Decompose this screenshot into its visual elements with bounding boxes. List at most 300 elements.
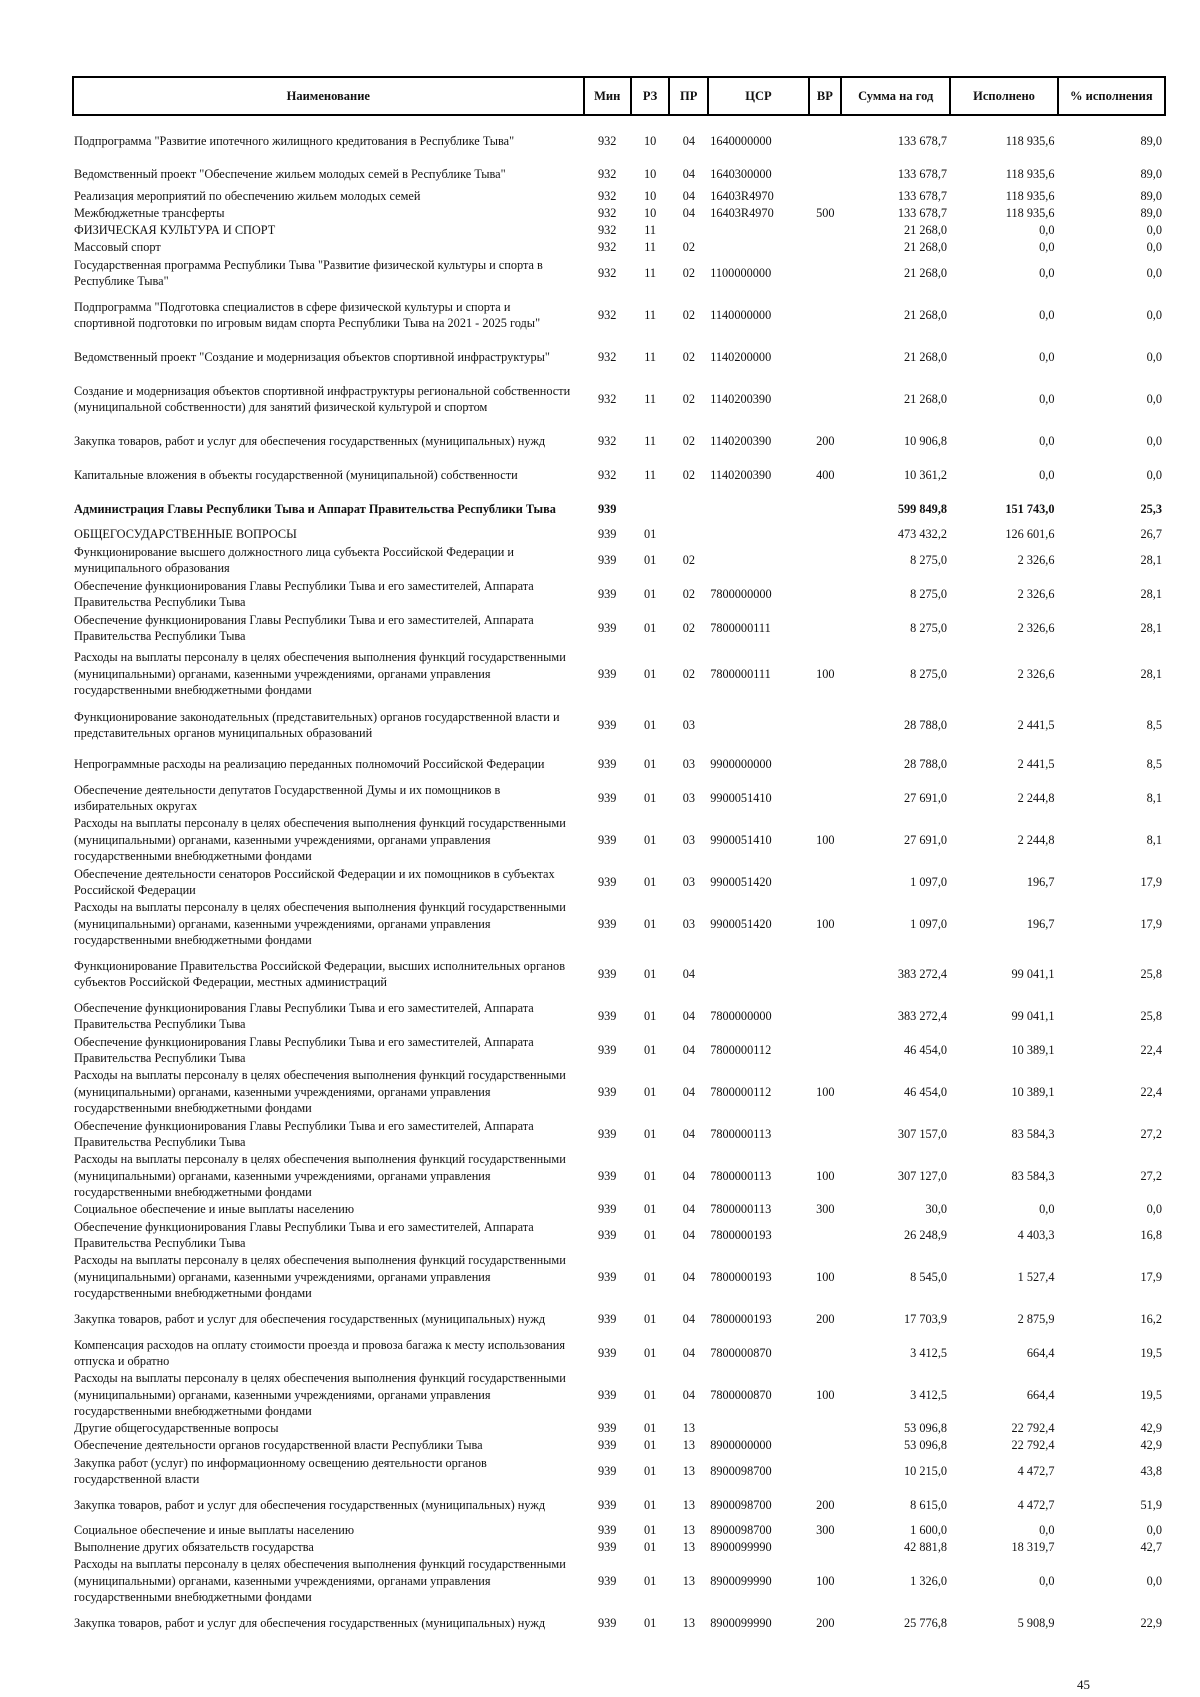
cell-pct: 89,0 xyxy=(1140,133,1162,148)
cell-rz: 01 xyxy=(644,1438,657,1453)
cell-min: 939 xyxy=(597,874,617,889)
cell-pct: 8,5 xyxy=(1146,756,1162,771)
cell-done: 118 935,6 xyxy=(1005,189,1055,204)
cell-done: 2 326,6 xyxy=(1017,620,1055,635)
cell-vr: 200 xyxy=(816,1615,835,1630)
cell-done: 99 041,1 xyxy=(1011,966,1055,981)
budget-table-body xyxy=(72,122,1166,1640)
cell-vr: 500 xyxy=(816,206,835,221)
cell-pr: 13 xyxy=(682,1438,695,1453)
cell-csr: 16403R4970 xyxy=(710,206,774,221)
cell-rz: 01 xyxy=(644,1202,657,1217)
cell-vr xyxy=(809,374,841,424)
cell-min: 932 xyxy=(597,391,617,406)
cell-min: 939 xyxy=(597,620,617,635)
cell-rz: 10 xyxy=(644,133,657,148)
cell-rz: 01 xyxy=(644,916,657,931)
cell-sum: 8 615,0 xyxy=(910,1497,948,1512)
cell-min: 932 xyxy=(597,133,617,148)
cell-name: Ведомственный проект "Обеспечение жильем молодых семей в Республике Тыва" xyxy=(74,166,506,181)
cell-sum: 21 268,0 xyxy=(904,223,948,238)
table-row xyxy=(72,577,1166,611)
cell-min: 932 xyxy=(597,240,617,255)
cell-done: 0,0 xyxy=(1039,349,1055,364)
cell-pr: 04 xyxy=(682,1084,695,1099)
table-row xyxy=(72,1488,1166,1522)
table-row xyxy=(72,424,1166,458)
cell-name: Обеспечение деятельности сенаторов Российской Федерации и их помощников в субъектах Российской Федерации xyxy=(74,866,555,897)
cell-rz xyxy=(631,492,670,526)
cell-rz: 01 xyxy=(644,552,657,567)
cell-name: ФИЗИЧЕСКАЯ КУЛЬТУРА И СПОРТ xyxy=(74,223,276,238)
cell-min: 939 xyxy=(597,1202,617,1217)
page-number: 45 xyxy=(1077,1677,1090,1692)
header-vr: ВР xyxy=(809,77,841,115)
cell-pr: 03 xyxy=(682,790,695,805)
cell-csr: 7800000000 xyxy=(710,1008,772,1023)
cell-done: 0,0 xyxy=(1039,240,1055,255)
cell-sum: 133 678,7 xyxy=(897,133,948,148)
cell-pct: 8,1 xyxy=(1146,790,1162,805)
cell-csr: 8900099990 xyxy=(710,1615,772,1630)
cell-done: 196,7 xyxy=(1026,874,1055,889)
cell-pct: 0,0 xyxy=(1146,307,1162,322)
cell-sum: 53 096,8 xyxy=(904,1421,948,1436)
cell-rz: 01 xyxy=(644,1615,657,1630)
cell-rz: 10 xyxy=(644,206,657,221)
cell-done: 99 041,1 xyxy=(1011,1008,1055,1023)
cell-sum: 27 691,0 xyxy=(904,832,948,847)
cell-name: Другие общегосударственные вопросы xyxy=(74,1421,279,1436)
cell-pct: 42,9 xyxy=(1140,1438,1162,1453)
cell-sum: 383 272,4 xyxy=(897,966,948,981)
table-header xyxy=(72,76,1166,116)
cell-sum: 133 678,7 xyxy=(897,166,948,181)
cell-sum: 21 268,0 xyxy=(904,240,948,255)
cell-min: 939 xyxy=(597,1438,617,1453)
cell-pct: 26,7 xyxy=(1140,527,1162,542)
cell-name: Обеспечение функционирования Главы Республики Тыва и его заместителей, Аппарата Правительства Республики Тыва xyxy=(74,1000,534,1031)
cell-pct: 19,5 xyxy=(1140,1345,1162,1360)
cell-sum: 8 275,0 xyxy=(910,620,948,635)
cell-done: 83 584,3 xyxy=(1011,1126,1055,1141)
cell-rz: 01 xyxy=(644,1573,657,1588)
table-row xyxy=(72,188,1166,205)
cell-vr xyxy=(809,160,841,188)
cell-sum: 42 881,8 xyxy=(904,1540,948,1555)
cell-vr: 100 xyxy=(816,666,835,681)
budget-table xyxy=(72,122,1166,1640)
cell-min: 939 xyxy=(597,1421,617,1436)
cell-done: 196,7 xyxy=(1026,916,1055,931)
cell-sum: 53 096,8 xyxy=(904,1438,948,1453)
table-row xyxy=(72,1033,1166,1067)
cell-rz: 11 xyxy=(644,391,657,406)
cell-pr: 04 xyxy=(682,1202,695,1217)
cell-csr: 16403R4970 xyxy=(710,189,774,204)
cell-rz: 01 xyxy=(644,1463,657,1478)
cell-name: Обеспечение функционирования Главы Республики Тыва и его заместителей, Аппарата Правительства Республики Тыва xyxy=(74,612,534,643)
cell-done: 0,0 xyxy=(1039,1202,1055,1217)
cell-sum: 10 215,0 xyxy=(904,1463,948,1478)
cell-csr: 7800000193 xyxy=(710,1311,772,1326)
cell-min: 932 xyxy=(597,467,617,482)
cell-sum: 28 788,0 xyxy=(904,756,948,771)
cell-vr: 200 xyxy=(816,1497,835,1512)
cell-sum: 17 703,9 xyxy=(904,1311,948,1326)
cell-pr: 04 xyxy=(682,1008,695,1023)
cell-vr: 200 xyxy=(816,1311,835,1326)
cell-vr: 100 xyxy=(816,916,835,931)
cell-done: 10 389,1 xyxy=(1011,1042,1055,1057)
cell-vr xyxy=(809,1437,841,1454)
cell-sum: 8 275,0 xyxy=(910,552,948,567)
cell-done: 0,0 xyxy=(1039,467,1055,482)
cell-pct: 0,0 xyxy=(1146,1523,1162,1538)
cell-pr: 02 xyxy=(682,265,695,280)
cell-vr xyxy=(809,747,841,781)
cell-sum: 307 157,0 xyxy=(897,1126,948,1141)
header-csr: ЦСР xyxy=(708,77,809,115)
cell-pr: 04 xyxy=(682,1227,695,1242)
cell-csr: 8900099990 xyxy=(710,1573,772,1588)
table-row xyxy=(72,256,1166,290)
cell-vr xyxy=(809,949,841,999)
cell-name: Расходы на выплаты персоналу в целях обеспечения выполнения функций государственными (муниципальными) органами, казенными учреждениями, органами управления государственными внебюджетными фондами xyxy=(74,900,566,948)
cell-csr: 7800000870 xyxy=(710,1387,772,1402)
cell-rz: 11 xyxy=(644,240,657,255)
cell-done: 0,0 xyxy=(1039,1573,1055,1588)
table-row xyxy=(72,290,1166,340)
cell-rz: 11 xyxy=(644,349,657,364)
cell-pct: 22,4 xyxy=(1140,1042,1162,1057)
cell-done: 0,0 xyxy=(1039,433,1055,448)
cell-done: 4 403,3 xyxy=(1017,1227,1055,1242)
cell-csr: 7800000112 xyxy=(710,1042,772,1057)
cell-name: Закупка товаров, работ и услуг для обеспечения государственных (муниципальных) нужд xyxy=(74,1497,546,1512)
table-row xyxy=(72,239,1166,256)
cell-done: 2 326,6 xyxy=(1017,552,1055,567)
cell-vr xyxy=(809,781,841,815)
table-row xyxy=(72,1302,1166,1336)
cell-name: Обеспечение функционирования Главы Республики Тыва и его заместителей, Аппарата Правительства Республики Тыва xyxy=(74,1219,534,1250)
cell-min: 939 xyxy=(597,1523,617,1538)
cell-min: 939 xyxy=(597,832,617,847)
cell-sum: 21 268,0 xyxy=(904,307,948,322)
cell-pr: 13 xyxy=(682,1523,695,1538)
cell-vr xyxy=(809,1454,841,1488)
cell-rz: 01 xyxy=(644,1227,657,1242)
cell-csr xyxy=(708,222,809,239)
cell-pr: 04 xyxy=(682,166,695,181)
cell-vr xyxy=(809,865,841,899)
table-row xyxy=(72,160,1166,188)
cell-name: Реализация мероприятий по обеспечению жильем молодых семей xyxy=(74,189,421,204)
cell-min: 932 xyxy=(597,189,617,204)
cell-rz: 01 xyxy=(644,1042,657,1057)
cell-csr: 9900000000 xyxy=(710,756,772,771)
cell-pr: 02 xyxy=(682,666,695,681)
cell-min: 932 xyxy=(597,206,617,221)
table-row xyxy=(72,1556,1166,1606)
cell-pr: 04 xyxy=(682,133,695,148)
cell-sum: 25 776,8 xyxy=(904,1615,948,1630)
cell-csr xyxy=(708,239,809,256)
cell-min: 939 xyxy=(597,790,617,805)
table-row xyxy=(72,1606,1166,1640)
cell-name: Непрограммные расходы на реализацию переданных полномочий Российской Федерации xyxy=(74,756,545,771)
cell-pct: 0,0 xyxy=(1146,240,1162,255)
cell-min: 939 xyxy=(597,1615,617,1630)
table-row xyxy=(72,122,1166,160)
cell-pr: 02 xyxy=(682,620,695,635)
cell-pct: 0,0 xyxy=(1146,223,1162,238)
cell-csr: 1140200000 xyxy=(710,349,772,364)
cell-name: Массовый спорт xyxy=(74,240,161,255)
cell-sum: 27 691,0 xyxy=(904,790,948,805)
cell-csr: 1140200390 xyxy=(710,433,772,448)
cell-name: Закупка работ (услуг) по информационному освещению деятельности органов государственной власти xyxy=(74,1455,487,1486)
cell-name: Подпрограмма "Подготовка специалистов в сфере физической культуры и спорта и спортивной подготовки по игровым видам спорта Республики Тыва на 2021 - 2025 годы" xyxy=(74,299,541,330)
cell-pct: 0,0 xyxy=(1146,349,1162,364)
cell-csr xyxy=(708,1420,809,1437)
table-row xyxy=(72,1437,1166,1454)
cell-done: 151 743,0 xyxy=(1005,501,1055,516)
table-row xyxy=(72,703,1166,747)
header-pct: % исполнения xyxy=(1058,77,1165,115)
cell-vr xyxy=(809,577,841,611)
cell-vr xyxy=(809,222,841,239)
table-row xyxy=(72,1218,1166,1252)
cell-csr: 1140200390 xyxy=(710,467,772,482)
cell-pr: 04 xyxy=(682,1126,695,1141)
cell-pct: 0,0 xyxy=(1146,265,1162,280)
cell-pr xyxy=(670,222,709,239)
cell-rz: 01 xyxy=(644,832,657,847)
cell-pr: 13 xyxy=(682,1540,695,1555)
cell-csr: 7800000000 xyxy=(710,586,772,601)
cell-rz: 01 xyxy=(644,966,657,981)
cell-pct: 43,8 xyxy=(1140,1463,1162,1478)
cell-name: Расходы на выплаты персоналу в целях обеспечения выполнения функций государственными (муниципальными) органами, казенными учреждениями, органами управления государственными внебюджетными фондами xyxy=(74,1557,566,1605)
cell-vr: 100 xyxy=(816,1387,835,1402)
cell-pr: 02 xyxy=(682,586,695,601)
cell-pr: 04 xyxy=(682,1168,695,1183)
cell-name: Расходы на выплаты персоналу в целях обеспечения выполнения функций государственными (муниципальными) органами, казенными учреждениями, органами управления государственными внебюджетными фондами xyxy=(74,1371,566,1419)
cell-pct: 8,1 xyxy=(1146,832,1162,847)
cell-pct: 0,0 xyxy=(1146,433,1162,448)
table-row xyxy=(72,1151,1166,1201)
cell-csr: 8900098700 xyxy=(710,1463,772,1478)
cell-sum: 30,0 xyxy=(925,1202,948,1217)
cell-pct: 28,1 xyxy=(1140,586,1162,601)
cell-csr: 7800000112 xyxy=(710,1084,772,1099)
cell-pct: 27,2 xyxy=(1140,1126,1162,1141)
cell-done: 22 792,4 xyxy=(1011,1438,1055,1453)
cell-pct: 42,9 xyxy=(1140,1421,1162,1436)
cell-pr xyxy=(670,492,709,526)
cell-name: Расходы на выплаты персоналу в целях обеспечения выполнения функций государственными (муниципальными) органами, казенными учреждениями, органами управления государственными внебюджетными фондами xyxy=(74,1068,566,1116)
table-row xyxy=(72,1539,1166,1556)
cell-pct: 0,0 xyxy=(1146,467,1162,482)
cell-sum: 10 906,8 xyxy=(904,433,948,448)
cell-rz: 01 xyxy=(644,620,657,635)
cell-vr: 100 xyxy=(816,1573,835,1588)
cell-pr: 13 xyxy=(682,1615,695,1630)
cell-name: Социальное обеспечение и иные выплаты населению xyxy=(74,1523,355,1538)
cell-done: 10 389,1 xyxy=(1011,1084,1055,1099)
header-rz: РЗ xyxy=(631,77,670,115)
cell-pr: 03 xyxy=(682,916,695,931)
cell-rz: 01 xyxy=(644,586,657,601)
table-row xyxy=(72,1454,1166,1488)
cell-min: 939 xyxy=(597,1463,617,1478)
table-row xyxy=(72,1117,1166,1151)
cell-rz: 01 xyxy=(644,1311,657,1326)
cell-done: 2 326,6 xyxy=(1017,666,1055,681)
cell-rz: 11 xyxy=(644,433,657,448)
cell-done: 126 601,6 xyxy=(1005,527,1055,542)
cell-name: Обеспечение функционирования Главы Республики Тыва и его заместителей, Аппарата Правительства Республики Тыва xyxy=(74,1034,534,1065)
table-row xyxy=(72,611,1166,645)
cell-sum: 599 849,8 xyxy=(897,501,948,516)
cell-min: 932 xyxy=(597,433,617,448)
cell-pr: 02 xyxy=(682,391,695,406)
header-pr: ПР xyxy=(669,77,708,115)
cell-sum: 307 127,0 xyxy=(897,1168,948,1183)
header-sum: Сумма на год xyxy=(841,77,950,115)
cell-done: 0,0 xyxy=(1039,223,1055,238)
table-row xyxy=(72,1370,1166,1420)
table-row xyxy=(72,1522,1166,1539)
cell-name: Закупка товаров, работ и услуг для обеспечения государственных (муниципальных) нужд xyxy=(74,1311,546,1326)
cell-done: 2 244,8 xyxy=(1017,790,1055,805)
cell-name: Расходы на выплаты персоналу в целях обеспечения выполнения функций государственными (муниципальными) органами, казенными учреждениями, органами управления государственными внебюджетными фондами xyxy=(74,650,566,698)
cell-done: 4 472,7 xyxy=(1017,1463,1055,1478)
cell-min: 932 xyxy=(597,349,617,364)
cell-pr: 04 xyxy=(682,1269,695,1284)
cell-vr: 300 xyxy=(816,1523,835,1538)
cell-done: 2 875,9 xyxy=(1017,1311,1055,1326)
cell-sum: 21 268,0 xyxy=(904,391,948,406)
cell-name: Администрация Главы Республики Тыва и Аппарат Правительства Республики Тыва xyxy=(74,501,556,516)
table-row xyxy=(72,458,1166,492)
cell-sum: 46 454,0 xyxy=(904,1084,948,1099)
cell-min: 939 xyxy=(597,1345,617,1360)
cell-rz: 11 xyxy=(644,265,657,280)
cell-min: 939 xyxy=(597,916,617,931)
cell-pct: 22,9 xyxy=(1140,1615,1162,1630)
cell-vr xyxy=(809,999,841,1033)
cell-done: 18 319,7 xyxy=(1011,1540,1055,1555)
table-row xyxy=(72,340,1166,374)
cell-pr: 04 xyxy=(682,189,695,204)
cell-pr: 02 xyxy=(682,433,695,448)
cell-vr: 300 xyxy=(816,1202,835,1217)
cell-csr: 7800000193 xyxy=(710,1227,772,1242)
cell-sum: 8 275,0 xyxy=(910,666,948,681)
cell-done: 0,0 xyxy=(1039,307,1055,322)
cell-vr xyxy=(809,543,841,577)
cell-pr: 02 xyxy=(682,240,695,255)
cell-sum: 10 361,2 xyxy=(904,467,948,482)
header-min: Мин xyxy=(584,77,631,115)
cell-sum: 26 248,9 xyxy=(904,1227,948,1242)
cell-vr xyxy=(809,239,841,256)
table-row xyxy=(72,815,1166,865)
cell-csr: 1140000000 xyxy=(710,307,772,322)
header-done: Исполнено xyxy=(950,77,1057,115)
cell-name: Обеспечение функционирования Главы Республики Тыва и его заместителей, Аппарата Правительства Республики Тыва xyxy=(74,578,534,609)
table-row xyxy=(72,645,1166,703)
cell-vr xyxy=(809,122,841,160)
cell-min: 939 xyxy=(597,1573,617,1588)
cell-name: ОБЩЕГОСУДАРСТВЕННЫЕ ВОПРОСЫ xyxy=(74,527,297,542)
cell-vr xyxy=(809,492,841,526)
cell-pr: 13 xyxy=(682,1497,695,1512)
cell-sum: 46 454,0 xyxy=(904,1042,948,1057)
cell-min: 939 xyxy=(597,552,617,567)
cell-sum: 473 432,2 xyxy=(897,527,948,542)
cell-vr xyxy=(809,1033,841,1067)
cell-vr: 200 xyxy=(816,433,835,448)
cell-name: Создание и модернизация объектов спортивной инфраструктуры региональной собственности (муниципальной собственности) для занятий физической культурой и спортом xyxy=(74,383,571,414)
cell-min: 939 xyxy=(597,1042,617,1057)
cell-vr xyxy=(809,526,841,543)
table-row xyxy=(72,222,1166,239)
cell-pr: 02 xyxy=(682,349,695,364)
cell-pct: 28,1 xyxy=(1140,552,1162,567)
cell-rz: 01 xyxy=(644,1387,657,1402)
cell-done: 118 935,6 xyxy=(1005,166,1055,181)
cell-csr: 1640000000 xyxy=(710,133,772,148)
cell-min: 939 xyxy=(597,1269,617,1284)
cell-csr: 7800000113 xyxy=(710,1126,772,1141)
cell-sum: 133 678,7 xyxy=(897,189,948,204)
table-row xyxy=(72,949,1166,999)
cell-sum: 1 600,0 xyxy=(910,1523,948,1538)
cell-vr xyxy=(809,1539,841,1556)
cell-done: 2 441,5 xyxy=(1017,717,1055,732)
cell-rz: 01 xyxy=(644,1269,657,1284)
cell-sum: 3 412,5 xyxy=(910,1387,948,1402)
cell-rz: 01 xyxy=(644,666,657,681)
cell-done: 0,0 xyxy=(1039,1523,1055,1538)
cell-name: Подпрограмма "Развитие ипотечного жилищного кредитования в Республике Тыва" xyxy=(74,133,515,148)
table-row xyxy=(72,1336,1166,1370)
cell-pct: 22,4 xyxy=(1140,1084,1162,1099)
cell-vr: 100 xyxy=(816,1269,835,1284)
cell-pr: 02 xyxy=(682,307,695,322)
cell-csr: 9900051420 xyxy=(710,916,772,931)
cell-min: 932 xyxy=(597,223,617,238)
cell-pct: 19,5 xyxy=(1140,1387,1162,1402)
cell-rz: 10 xyxy=(644,189,657,204)
cell-pr: 02 xyxy=(682,467,695,482)
cell-rz: 01 xyxy=(644,1497,657,1512)
table-row xyxy=(72,1252,1166,1302)
cell-vr xyxy=(809,340,841,374)
cell-done: 2 244,8 xyxy=(1017,832,1055,847)
cell-name: Функционирование высшего должностного лица субъекта Российской Федерации и муниципального образования xyxy=(74,544,514,575)
cell-pr: 04 xyxy=(682,966,695,981)
cell-done: 83 584,3 xyxy=(1011,1168,1055,1183)
cell-name: Функционирование Правительства Российской Федерации, высших исполнительных органов субъектов Российской Федерации, местных администраций xyxy=(74,958,566,989)
cell-min: 939 xyxy=(597,527,617,542)
cell-min: 939 xyxy=(597,717,617,732)
cell-pct: 25,8 xyxy=(1140,966,1162,981)
header-name: Наименование xyxy=(73,77,584,115)
